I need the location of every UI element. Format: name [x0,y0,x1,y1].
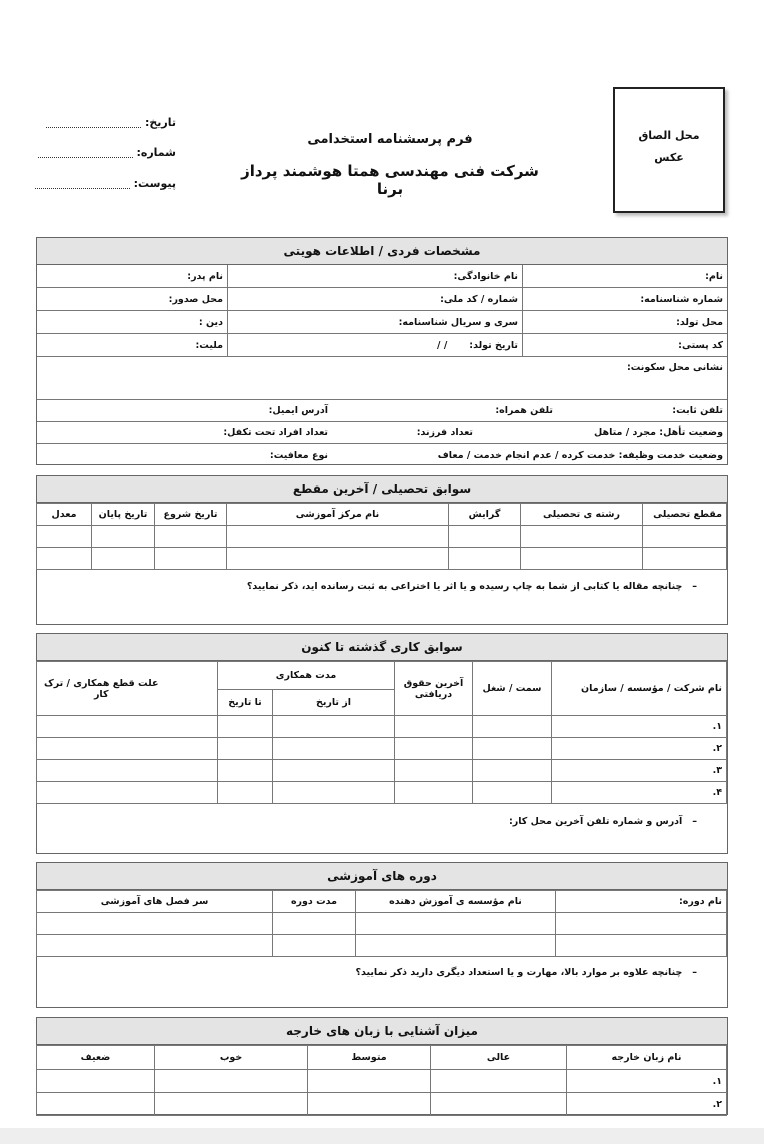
marital-status-field[interactable]: وضعیت تأهل: مجرد / متاهل [594,427,723,438]
photo-placeholder-box [613,87,725,213]
table-row[interactable]: ۳. [36,760,726,782]
col-start-date: تاریخ شروع [155,504,227,526]
photo-label-2: عکس [654,151,684,164]
col-course-name: نام دوره: [556,891,727,913]
email-field[interactable]: آدرس ایمیل: [268,405,328,416]
page-bottom-strip [0,1128,764,1144]
col-position: سمت / شغل [473,662,552,716]
other-skills-note[interactable]: – چنانچه علاوه بر موارد بالا، مهارت و یا استعداد دیگری دارید ذکر نمایید؟ [355,967,697,978]
col-reason: علت قطع همکاری / ترک کار [36,662,165,716]
col-weak: ضعیف [37,1046,155,1070]
serial-field[interactable]: سری و سریال شناسنامه: [227,311,522,333]
religion-field[interactable]: دین : [198,316,223,328]
col-course-duration: مدت دوره [273,891,356,913]
col-good: خوب [155,1046,308,1070]
id-number-field[interactable]: شماره شناسنامه: [522,288,727,310]
date-field[interactable] [36,116,176,129]
table-row[interactable]: ۱. [37,1070,727,1093]
exemption-type-field[interactable]: نوع معافیت: [269,449,328,461]
personal-info-title: مشخصات فردی / اطلاعات هویتی [37,238,727,265]
col-end-date: تاریخ پایان [92,504,155,526]
children-count-field[interactable]: تعداد فرزند: [416,427,473,438]
languages-title: میزان آشنایی با زبان های خارجه [37,1018,727,1045]
number-field[interactable] [36,146,176,159]
col-to-date: تا تاریخ [217,690,272,716]
courses-section [36,862,728,1008]
last-workplace-note[interactable]: – آدرس و شماره تلفن آخرین محل کار: [508,816,697,827]
dependents-field[interactable]: تعداد افراد تحت تکفل: [223,427,328,438]
col-salary: آخرین حقوق دریافتی [395,662,473,716]
work-history-title: سوابق کاری گذشته تا کنون [37,634,727,661]
military-service-field[interactable]: وضعیت خدمت وظیفه: خدمت کرده / عدم انجام خدمت / معاف [437,449,723,461]
table-row[interactable]: ۲. [36,738,726,760]
education-section [36,475,728,625]
birth-date-slashes: / / [437,339,448,351]
nationality-field[interactable]: ملیت: [195,339,223,351]
col-average: متوسط [308,1046,431,1070]
form-title: فرم پرسشنامه استخدامی [307,132,473,147]
col-gpa: معدل [37,504,92,526]
col-degree: مقطع تحصیلی [643,504,727,526]
languages-section [36,1017,728,1115]
col-course-topics: سر فصل های آموزشی [37,891,273,913]
birth-date-field[interactable]: تاریخ تولد: / / [227,334,522,356]
col-institution: نام مرکز آموزشی [227,504,449,526]
father-name-field[interactable]: نام پدر: [187,270,223,282]
education-table [36,503,727,570]
table-row[interactable] [37,913,727,935]
col-duration: مدت همکاری [217,662,394,690]
education-title: سوابق تحصیلی / آخرین مقطع [37,476,727,503]
col-course-institute: نام مؤسسه ی آموزش دهنده [356,891,556,913]
col-reason-spacer [165,662,217,716]
table-row[interactable] [37,548,727,570]
table-row[interactable]: ۲. [37,1093,727,1116]
table-row[interactable] [37,526,727,548]
col-field: رشته ی تحصیلی [521,504,643,526]
work-history-section [36,633,728,854]
table-row[interactable]: ۴. [36,782,726,804]
attachment-field[interactable] [36,177,176,190]
languages-table [36,1045,727,1116]
postal-code-field[interactable]: کد پستی: [522,334,727,356]
col-company: نام شرکت / مؤسسه / سازمان [552,662,727,716]
attachment-label: پیوست: [133,177,176,190]
number-label: شماره: [136,146,176,159]
photo-label: محل الصاق [638,129,700,142]
col-excellent: عالی [431,1046,567,1070]
date-label: تاریخ: [144,116,176,129]
col-major: گرایش [449,504,521,526]
issue-place-field[interactable]: محل صدور: [168,293,223,305]
mobile-field[interactable]: تلفن همراه: [495,405,553,416]
phone-field[interactable]: تلفن ثابت: [672,405,723,416]
col-language-name: نام زبان خارجه [567,1046,727,1070]
publications-note[interactable]: – چنانچه مقاله یا کتابی از شما به چاپ رسیده و یا اثر یا اختراعی به ثبت رسانده اید، ذکر نمایید؟ [246,581,697,592]
courses-table [36,890,727,957]
col-from-date: از تاریخ [273,690,395,716]
national-code-field[interactable]: شماره / کد ملی: [227,288,522,310]
company-name: شرکت فنی مهندسی همتا هوشمند پرداز برنا [241,162,539,198]
work-history-table [36,661,727,804]
address-field[interactable]: نشانی محل سکونت: [626,362,723,373]
name-field[interactable]: نام: [522,265,727,287]
birth-place-field[interactable]: محل تولد: [522,311,727,333]
personal-info-section [36,237,728,465]
table-row[interactable] [37,935,727,957]
table-row[interactable]: ۱. [36,716,726,738]
courses-title: دوره های آموزشی [37,863,727,890]
family-name-field[interactable]: نام خانوادگی: [227,265,522,287]
